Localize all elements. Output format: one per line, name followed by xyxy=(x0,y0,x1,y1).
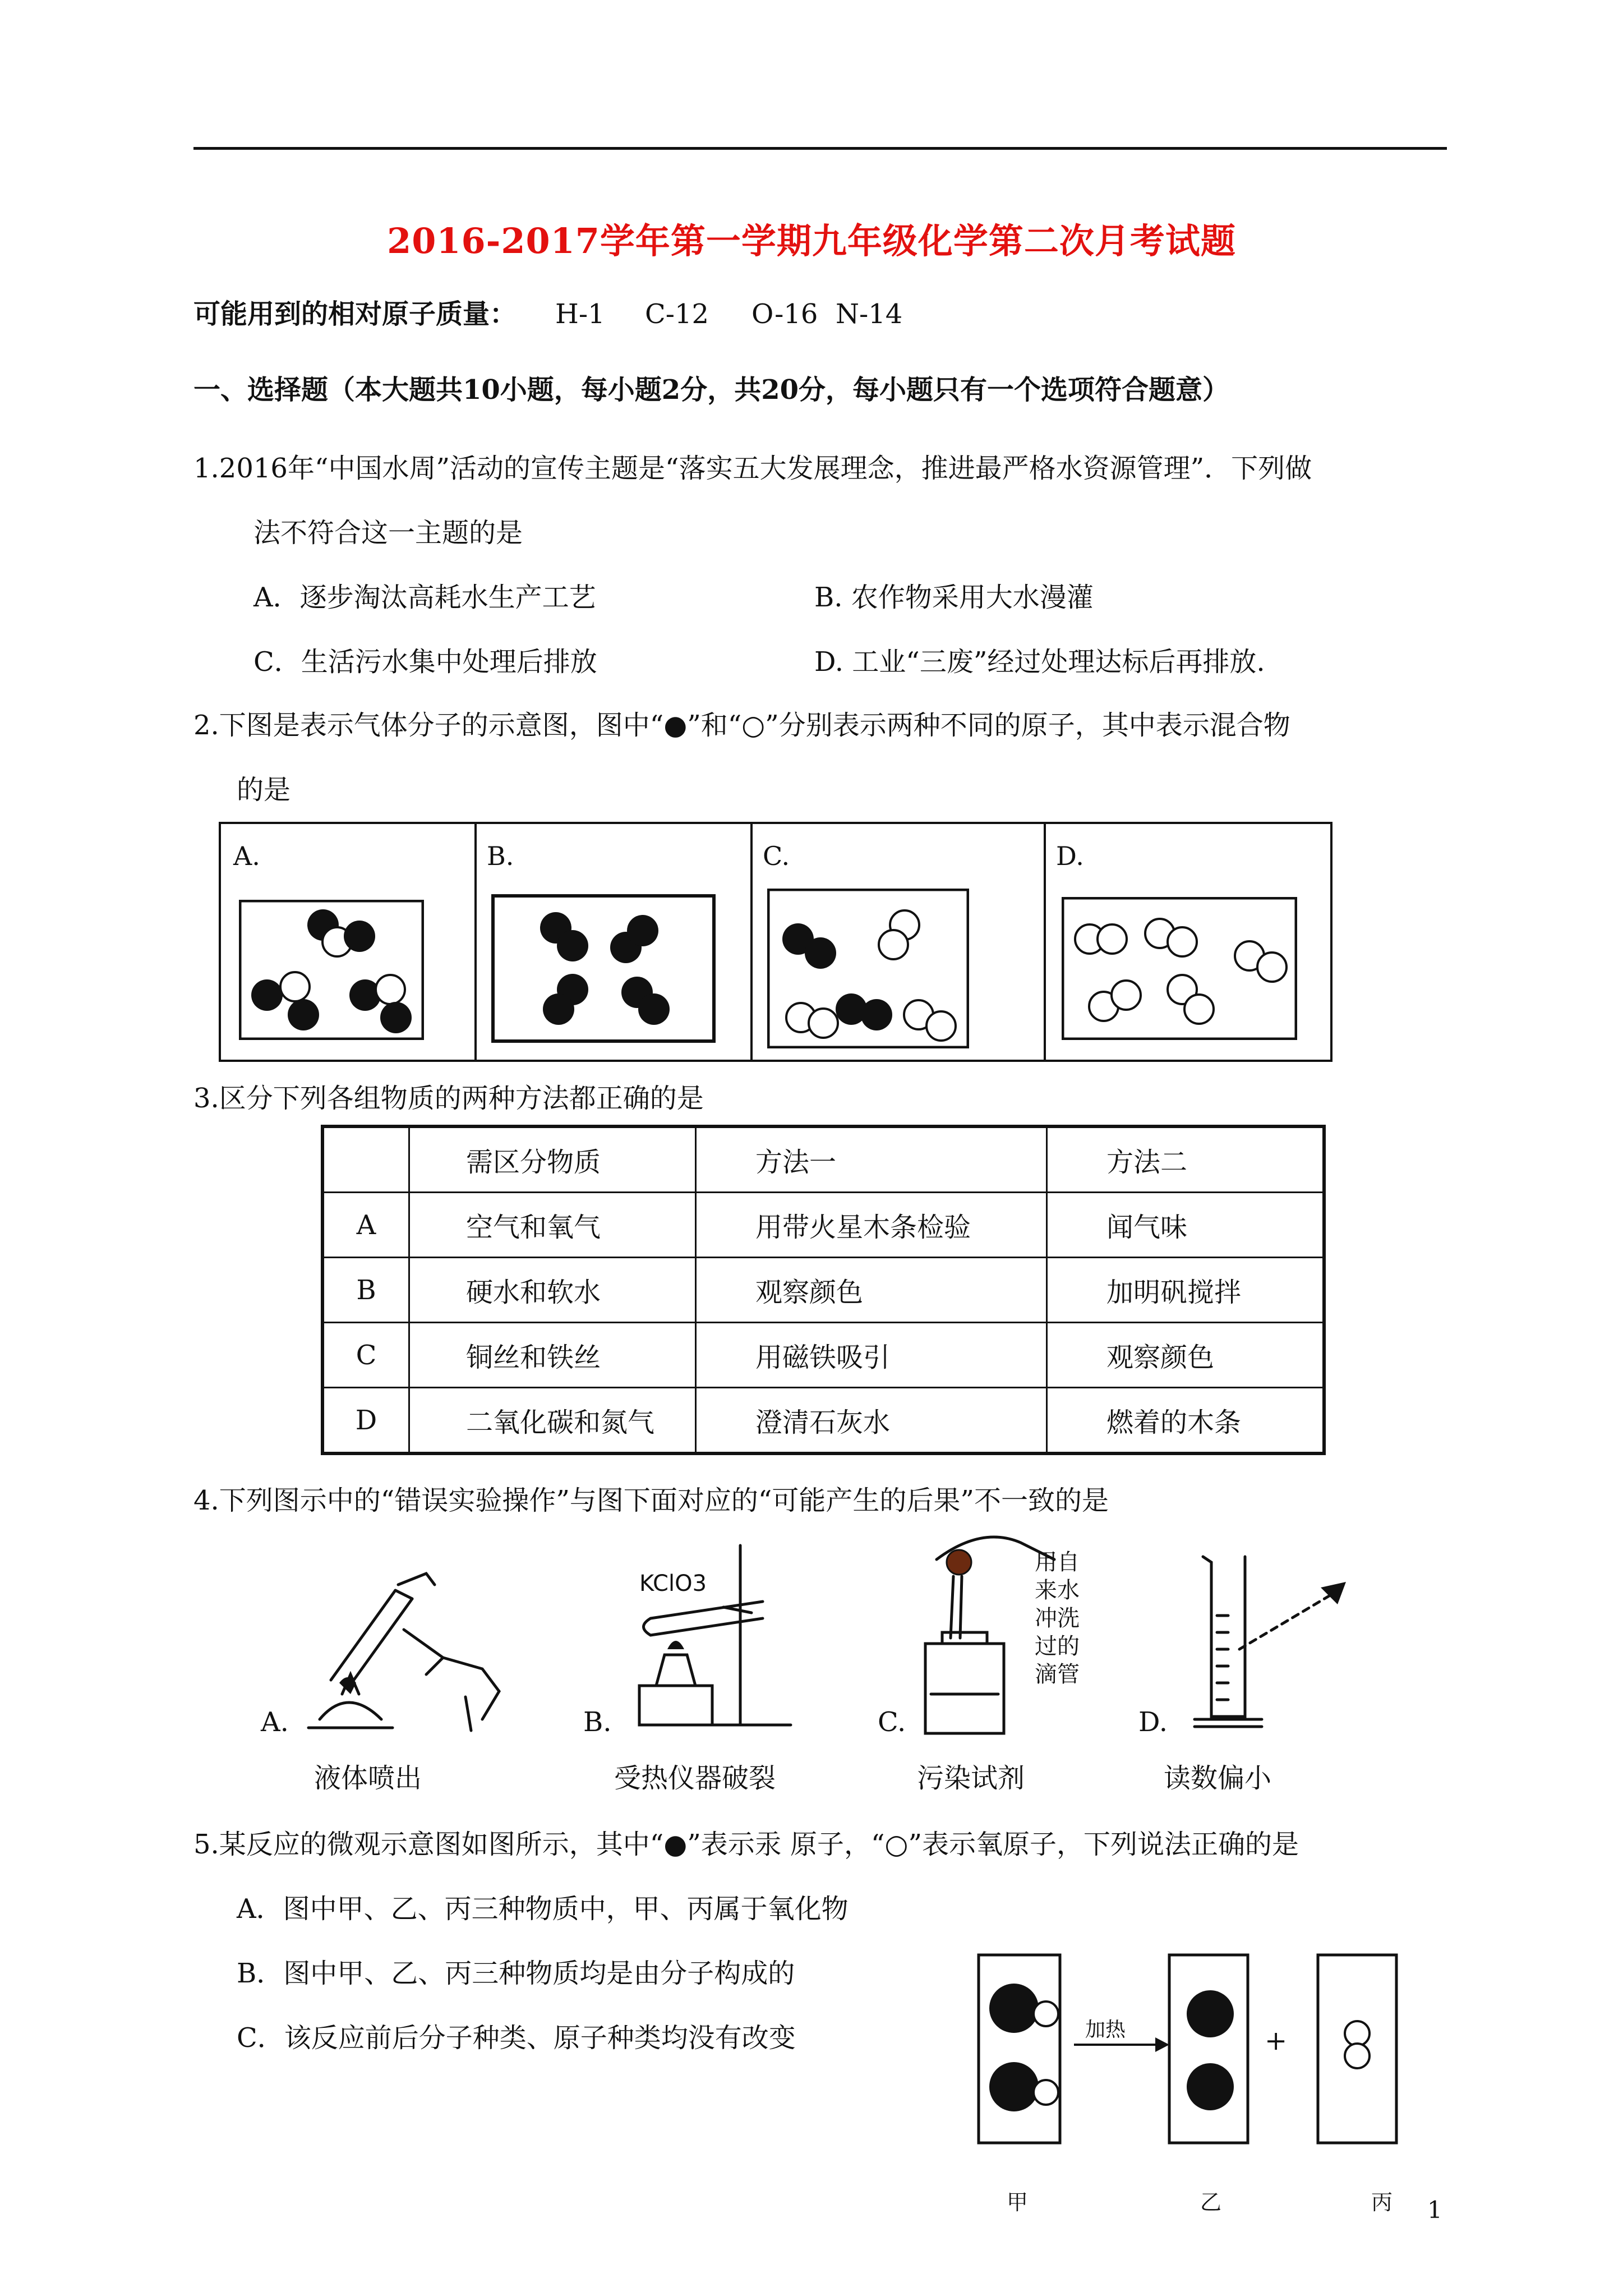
q2-label-d: D. xyxy=(1056,841,1084,871)
q4-stem: 4.下列图示中的“错误实验操作”与图下面对应的“可能产生的后果”不一致的是 xyxy=(193,1485,1109,1516)
q2-diagram-c xyxy=(767,889,969,1048)
table-cell: 澄清石灰水 xyxy=(696,1388,1047,1454)
q4-dropper-note-line: 滴管 xyxy=(1035,1662,1080,1687)
q4-caption-c: 污染试剂 xyxy=(917,1763,1025,1794)
q1-option-c: C．生活污水集中处理后排放 xyxy=(253,646,597,678)
table-cell: 二氧化碳和氮气 xyxy=(409,1388,696,1454)
q4-caption-b: 受热仪器破裂 xyxy=(614,1763,776,1794)
table-cell: 用带火星木条检验 xyxy=(696,1193,1047,1258)
q4-label-a: A. xyxy=(261,1706,289,1738)
atomic-mass-o: O-16 xyxy=(751,298,818,330)
page-title: 2016-2017学年第一学期九年级化学第二次月考试题 xyxy=(387,220,1236,261)
q1-option-d: D. 工业“三废”经过处理达标后再排放. xyxy=(814,646,1265,678)
table-cell: A xyxy=(322,1193,409,1258)
table-cell: 闻气味 xyxy=(1047,1193,1325,1258)
table-cell: 燃着的木条 xyxy=(1047,1388,1325,1454)
table-header-cell: 需区分物质 xyxy=(409,1126,696,1193)
table-cell: 观察颜色 xyxy=(1047,1323,1325,1388)
q1-option-a: A．逐步淘汰高耗水生产工艺 xyxy=(253,582,596,613)
table-cell: 用磁铁吸引 xyxy=(696,1323,1047,1388)
q4-illustration-b xyxy=(623,1540,808,1736)
q5-box-label-jia: 甲 xyxy=(1007,2190,1029,2215)
table-cell: 硬水和软水 xyxy=(409,1258,696,1323)
table-cell: 铜丝和铁丝 xyxy=(409,1323,696,1388)
q2-option-c xyxy=(750,824,1046,1060)
q2-label-c: C. xyxy=(763,841,790,871)
table-header-cell: 方法一 xyxy=(696,1126,1047,1193)
q2-diagram-b xyxy=(491,894,716,1043)
q4-label-d: D. xyxy=(1138,1706,1168,1738)
atomic-mass-n: N-14 xyxy=(836,298,903,330)
q4-caption-a: 液体喷出 xyxy=(314,1763,422,1794)
table-cell: B xyxy=(322,1258,409,1323)
q2-label-b: B. xyxy=(487,841,514,871)
q2-option-b xyxy=(474,824,753,1060)
q2-label-a: A. xyxy=(233,841,260,871)
table-row xyxy=(322,1258,1324,1323)
q2-options-panel xyxy=(219,822,1332,1062)
q4-dropper-note-line: 用自 xyxy=(1035,1549,1080,1575)
table-cell: 空气和氧气 xyxy=(409,1193,696,1258)
q2-diagram-d xyxy=(1062,897,1297,1040)
q4-dropper-note-line: 过的 xyxy=(1035,1634,1080,1659)
section-heading: 一、选择题（本大题共10小题，每小题2分，共20分，每小题只有一个选项符合题意） xyxy=(193,374,1229,406)
q2-diagram-a xyxy=(239,900,424,1040)
table-row xyxy=(322,1388,1324,1454)
q4-label-b: B. xyxy=(583,1706,612,1738)
header-rule xyxy=(193,147,1447,150)
q5-option-c: C．该反应前后分子种类、原子种类均没有改变 xyxy=(237,2022,796,2054)
table-cell: 加明矾搅拌 xyxy=(1047,1258,1325,1323)
q1-stem-line2: 法不符合这一主题的是 xyxy=(253,517,523,549)
q5-box-label-yi: 乙 xyxy=(1200,2190,1222,2215)
q1-option-b: B. 农作物采用大水漫灌 xyxy=(814,582,1094,613)
q5-box-label-bing: 丙 xyxy=(1371,2190,1393,2215)
atomic-mass-h: H-1 xyxy=(555,298,605,330)
table-header-row xyxy=(322,1126,1324,1193)
q5-option-a: A．图中甲、乙、丙三种物质中，甲、丙属于氧化物 xyxy=(237,1893,849,1925)
q4-dropper-note xyxy=(1035,1548,1080,1688)
q5-stem: 5.某反应的微观示意图如图所示，其中“●”表示汞 原子，“○”表示氧原子，下列说法正确的是 xyxy=(193,1829,1299,1860)
q4-dropper-note-line: 冲洗 xyxy=(1035,1605,1080,1631)
q4-caption-d: 读数偏小 xyxy=(1164,1763,1272,1794)
q5-arrow-label: 加热 xyxy=(1085,2018,1126,2041)
table-header-cell xyxy=(322,1126,409,1193)
table-cell: 观察颜色 xyxy=(696,1258,1047,1323)
q5-plus-sign: + xyxy=(1265,2025,1288,2056)
table-header-cell: 方法二 xyxy=(1047,1126,1325,1193)
q5-option-b: B．图中甲、乙、丙三种物质均是由分子构成的 xyxy=(237,1958,795,1989)
q2-stem-line2: 的是 xyxy=(237,774,291,806)
q3-table xyxy=(321,1125,1326,1455)
atomic-mass-label: 可能用到的相对原子质量： xyxy=(193,298,517,330)
q4-illustration-a xyxy=(297,1551,533,1747)
page-number: 1 xyxy=(1427,2196,1442,2224)
q2-option-a xyxy=(221,824,477,1060)
q4-dropper-note-line: 来水 xyxy=(1035,1577,1080,1603)
table-cell: C xyxy=(322,1323,409,1388)
table-cell: D xyxy=(322,1388,409,1454)
q2-stem-line1: 2.下图是表示气体分子的示意图，图中“●”和“○”分别表示两种不同的原子，其中表示混合物 xyxy=(193,710,1290,741)
table-row xyxy=(322,1323,1324,1388)
q5-reaction-diagram xyxy=(976,1952,1413,2165)
table-row xyxy=(322,1193,1324,1258)
q3-stem: 3.区分下列各组物质的两种方法都正确的是 xyxy=(193,1083,704,1114)
q4-kclo3-label: KClO3 xyxy=(639,1571,707,1596)
atomic-mass-c: C-12 xyxy=(645,298,709,330)
q1-stem-line1: 1.2016年“中国水周”活动的宣传主题是“落实五大发展理念，推进最严格水资源管理”．下列做 xyxy=(193,453,1312,484)
q4-illustration-d xyxy=(1178,1548,1357,1733)
q2-option-d xyxy=(1044,824,1330,1060)
q4-label-c: C. xyxy=(878,1706,906,1738)
